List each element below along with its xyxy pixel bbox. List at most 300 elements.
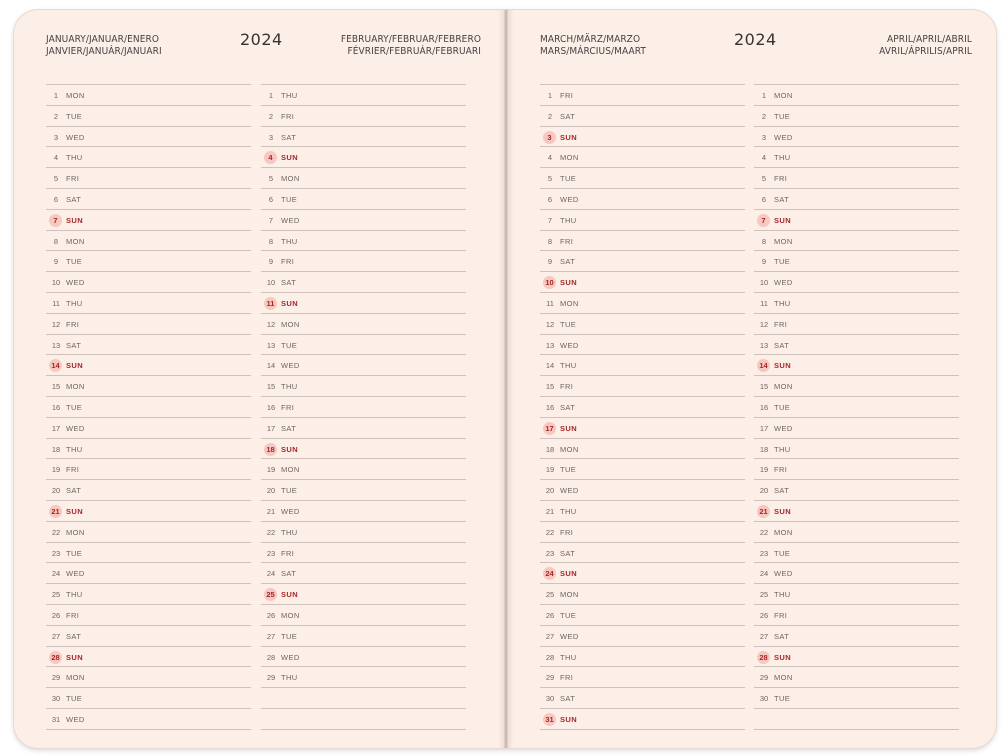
weekday-label: SUN: [281, 153, 299, 163]
day-row: [261, 335, 466, 356]
sunday-date-badge: 21: [757, 505, 770, 518]
day-number: 27: [759, 631, 769, 641]
weekday-label: FRI: [560, 236, 574, 246]
day-row: [540, 459, 745, 480]
day-row: [261, 231, 466, 252]
day-row: [540, 189, 745, 210]
day-row: [540, 376, 745, 397]
day-row: [754, 667, 959, 688]
weekday-label: SAT: [281, 569, 297, 579]
day-number: 5: [547, 174, 553, 184]
weekday-label: WED: [560, 631, 579, 641]
day-row: [540, 709, 745, 730]
weekday-label: THU: [774, 590, 791, 600]
day-row: [261, 85, 466, 106]
day-number: 16: [266, 402, 276, 412]
weekday-label: SUN: [66, 506, 84, 516]
weekday-label: FRI: [560, 382, 574, 392]
day-number: 15: [266, 382, 276, 392]
weekday-label: WED: [281, 215, 300, 225]
weekday-label: SUN: [774, 652, 792, 662]
day-row: [261, 522, 466, 543]
weekday-label: FRI: [281, 111, 295, 121]
day-row: [540, 272, 745, 293]
weekday-label: WED: [281, 506, 300, 516]
day-row: [540, 480, 745, 501]
weekday-label: MON: [774, 527, 793, 537]
day-row: [754, 459, 959, 480]
day-number: 15: [759, 382, 769, 392]
day-number: 2: [761, 111, 767, 121]
weekday-label: SAT: [66, 194, 82, 204]
february-title-line2: FÉVRIER/FEBRUÁR/FEBRUARI: [347, 46, 481, 57]
day-row: [261, 667, 466, 688]
weekday-label: THU: [281, 382, 298, 392]
day-row: [46, 397, 251, 418]
day-number: 19: [266, 465, 276, 475]
day-number: 6: [761, 194, 767, 204]
sunday-date-badge: 10: [543, 276, 556, 289]
weekday-label: SUN: [560, 714, 578, 724]
weekday-label: WED: [66, 278, 85, 288]
day-number: 20: [266, 486, 276, 496]
weekday-label: THU: [66, 590, 83, 600]
day-number: 16: [759, 402, 769, 412]
day-number: 27: [266, 631, 276, 641]
day-row: [754, 376, 959, 397]
weekday-label: WED: [66, 569, 85, 579]
day-row: [46, 480, 251, 501]
weekday-label: WED: [560, 486, 579, 496]
day-row: [540, 314, 745, 335]
day-number: 1: [53, 91, 59, 100]
sunday-date-badge: 7: [757, 214, 770, 227]
weekday-label: SUN: [66, 361, 84, 371]
day-number: 3: [53, 132, 59, 142]
weekday-label: FRI: [560, 91, 574, 100]
day-row: [540, 231, 745, 252]
empty-row: [754, 709, 959, 730]
weekday-label: FRI: [66, 319, 80, 329]
weekday-label: SUN: [560, 278, 578, 288]
day-row: [261, 626, 466, 647]
day-row: [46, 272, 251, 293]
day-number: 22: [51, 527, 61, 537]
empty-row: [261, 709, 466, 730]
weekday-label: MON: [66, 527, 85, 537]
day-number: 25: [51, 590, 61, 600]
day-number: 11: [760, 298, 768, 308]
day-row: [261, 439, 466, 460]
weekday-label: SUN: [281, 298, 299, 308]
day-row: [754, 106, 959, 127]
sunday-date-badge: 14: [757, 359, 770, 372]
day-number: 2: [547, 111, 553, 121]
weekday-label: SUN: [774, 506, 792, 516]
weekday-label: TUE: [560, 465, 577, 475]
weekday-label: TUE: [66, 694, 83, 704]
day-row: [540, 335, 745, 356]
day-row: [754, 688, 959, 709]
weekday-label: MON: [281, 174, 300, 184]
weekday-label: FRI: [774, 319, 788, 329]
day-number: 17: [266, 423, 276, 433]
weekday-label: FRI: [774, 610, 788, 620]
weekday-label: TUE: [774, 694, 791, 704]
weekday-label: TUE: [774, 257, 791, 267]
weekday-label: MON: [774, 382, 793, 392]
weekday-label: MON: [774, 91, 793, 100]
day-row: [754, 335, 959, 356]
day-number: 9: [547, 257, 553, 267]
april-day-list: [754, 85, 959, 730]
day-row: [540, 543, 745, 564]
day-number: 6: [53, 194, 59, 204]
weekday-label: MON: [560, 298, 579, 308]
day-row: [261, 314, 466, 335]
weekday-label: SUN: [774, 361, 792, 371]
april-title: [879, 34, 972, 58]
day-number: 13: [545, 340, 555, 350]
year-label-left: 2024: [240, 30, 283, 49]
day-number: 15: [51, 382, 61, 392]
day-row: [540, 667, 745, 688]
day-row: [46, 501, 251, 522]
day-number: 9: [761, 257, 767, 267]
day-row: [754, 189, 959, 210]
weekday-label: WED: [66, 714, 85, 724]
weekday-label: WED: [66, 132, 85, 142]
weekday-label: THU: [774, 153, 791, 163]
day-row: [261, 543, 466, 564]
day-number: 8: [547, 236, 553, 246]
day-number: 29: [266, 673, 276, 683]
weekday-label: MON: [774, 673, 793, 683]
day-row: [261, 355, 466, 376]
day-row: [261, 106, 466, 127]
day-number: 1: [761, 91, 767, 100]
day-number: 11: [546, 298, 554, 308]
weekday-label: THU: [281, 91, 298, 100]
day-row: [754, 647, 959, 668]
sunday-date-badge: 17: [543, 422, 556, 435]
march-day-list: [540, 85, 745, 730]
day-row: [46, 147, 251, 168]
day-row: [261, 418, 466, 439]
day-number: 6: [547, 194, 553, 204]
day-number: 4: [547, 153, 553, 163]
day-number: 17: [759, 423, 769, 433]
day-number: 22: [545, 527, 555, 537]
weekday-label: WED: [281, 361, 300, 371]
day-row: [754, 563, 959, 584]
march-title-line1: MARCH/MÄRZ/MARZO: [540, 34, 641, 45]
weekday-label: SAT: [560, 548, 576, 558]
day-row: [46, 563, 251, 584]
day-row: [540, 106, 745, 127]
weekday-label: THU: [281, 527, 298, 537]
day-row: [540, 563, 745, 584]
sunday-date-badge: 28: [757, 651, 770, 664]
day-row: [46, 418, 251, 439]
weekday-label: THU: [560, 215, 577, 225]
day-row: [754, 231, 959, 252]
year-label-right: 2024: [734, 30, 777, 49]
sunday-date-badge: 31: [543, 713, 556, 726]
sunday-date-badge: 21: [49, 505, 62, 518]
weekday-label: SUN: [66, 652, 84, 662]
day-number: 13: [266, 340, 276, 350]
day-row: [46, 355, 251, 376]
day-row: [754, 626, 959, 647]
day-row: [754, 480, 959, 501]
empty-row: [261, 688, 466, 709]
weekday-label: SAT: [66, 486, 82, 496]
january-title-line1: JANUARY/JANUAR/ENERO: [46, 34, 160, 45]
day-row: [46, 314, 251, 335]
day-number: 22: [266, 527, 276, 537]
day-row: [46, 376, 251, 397]
sunday-date-badge: 25: [264, 588, 277, 601]
day-row: [46, 647, 251, 668]
day-row: [754, 584, 959, 605]
weekday-label: THU: [66, 153, 83, 163]
weekday-label: TUE: [281, 340, 298, 350]
weekday-label: FRI: [774, 465, 788, 475]
day-row: [540, 584, 745, 605]
day-row: [754, 168, 959, 189]
weekday-label: THU: [774, 444, 791, 454]
sunday-date-badge: 18: [264, 443, 277, 456]
weekday-label: TUE: [281, 631, 298, 641]
day-number: 30: [759, 694, 769, 704]
day-row: [540, 501, 745, 522]
weekday-label: MON: [66, 91, 85, 100]
weekday-label: THU: [560, 506, 577, 516]
day-number: 24: [759, 569, 769, 579]
weekday-label: THU: [281, 236, 298, 246]
weekday-label: SAT: [774, 340, 790, 350]
weekday-label: THU: [281, 673, 298, 683]
day-number: 7: [547, 215, 553, 225]
weekday-label: TUE: [774, 111, 791, 121]
sunday-date-badge: 4: [264, 151, 277, 164]
weekday-label: TUE: [281, 486, 298, 496]
day-row: [261, 397, 466, 418]
day-number: 6: [268, 194, 274, 204]
weekday-label: FRI: [560, 527, 574, 537]
day-number: 15: [545, 382, 555, 392]
sunday-date-badge: 24: [543, 567, 556, 580]
day-row: [754, 210, 959, 231]
day-number: 19: [545, 465, 555, 475]
day-number: 3: [761, 132, 767, 142]
weekday-label: FRI: [774, 174, 788, 184]
weekday-label: THU: [560, 361, 577, 371]
weekday-label: SUN: [560, 423, 578, 433]
february-title: [341, 34, 481, 58]
weekday-label: WED: [774, 423, 793, 433]
day-row: [261, 480, 466, 501]
day-row: [540, 251, 745, 272]
day-row: [46, 439, 251, 460]
day-row: [261, 293, 466, 314]
february-title-line1: FEBRUARY/FEBRUAR/FEBRERO: [340, 34, 481, 45]
day-number: 24: [266, 569, 276, 579]
sunday-date-badge: 14: [49, 359, 62, 372]
day-row: [46, 106, 251, 127]
day-number: 12: [545, 319, 555, 329]
day-number: 22: [759, 527, 769, 537]
weekday-label: TUE: [66, 257, 83, 267]
weekday-label: SAT: [774, 486, 790, 496]
weekday-label: TUE: [560, 319, 577, 329]
day-row: [754, 272, 959, 293]
weekday-label: TUE: [66, 111, 83, 121]
day-row: [540, 168, 745, 189]
day-number: 13: [759, 340, 769, 350]
day-row: [540, 439, 745, 460]
day-row: [261, 251, 466, 272]
weekday-label: TUE: [560, 174, 577, 184]
day-row: [754, 85, 959, 106]
day-row: [261, 647, 466, 668]
day-number: 21: [266, 506, 276, 516]
sunday-date-badge: 3: [543, 131, 556, 144]
day-number: 21: [545, 506, 555, 516]
day-number: 29: [759, 673, 769, 683]
day-number: 30: [51, 694, 61, 704]
day-row: [261, 376, 466, 397]
day-row: [540, 397, 745, 418]
day-number: 10: [759, 278, 769, 288]
weekday-label: SAT: [281, 132, 297, 142]
day-number: 12: [266, 319, 276, 329]
sunday-date-badge: 28: [49, 651, 62, 664]
weekday-label: SAT: [774, 194, 790, 204]
weekday-label: TUE: [281, 194, 298, 204]
day-row: [261, 189, 466, 210]
day-number: 26: [545, 610, 555, 620]
day-number: 10: [51, 278, 61, 288]
weekday-label: SUN: [774, 215, 792, 225]
day-row: [261, 272, 466, 293]
day-number: 29: [51, 673, 61, 683]
weekday-label: MON: [281, 319, 300, 329]
weekday-label: SAT: [281, 278, 297, 288]
day-row: [46, 189, 251, 210]
day-row: [540, 127, 745, 148]
day-number: 25: [545, 590, 555, 600]
weekday-label: WED: [281, 652, 300, 662]
day-row: [754, 293, 959, 314]
day-number: 3: [268, 132, 274, 142]
weekday-label: WED: [560, 340, 579, 350]
day-row: [540, 626, 745, 647]
day-number: 28: [266, 652, 276, 662]
day-row: [540, 522, 745, 543]
day-number: 5: [53, 174, 59, 184]
day-row: [46, 293, 251, 314]
weekday-label: TUE: [774, 548, 791, 558]
day-row: [540, 688, 745, 709]
day-row: [540, 418, 745, 439]
day-number: 20: [545, 486, 555, 496]
day-row: [754, 439, 959, 460]
day-row: [261, 584, 466, 605]
weekday-label: MON: [66, 382, 85, 392]
day-row: [540, 647, 745, 668]
weekday-label: THU: [66, 298, 83, 308]
day-number: 19: [51, 465, 61, 475]
day-row: [754, 355, 959, 376]
weekday-label: SAT: [66, 631, 82, 641]
day-number: 23: [545, 548, 555, 558]
day-number: 29: [545, 673, 555, 683]
day-row: [46, 667, 251, 688]
weekday-label: FRI: [560, 673, 574, 683]
weekday-label: TUE: [66, 548, 83, 558]
day-row: [754, 127, 959, 148]
weekday-label: FRI: [281, 402, 295, 412]
day-row: [261, 147, 466, 168]
day-row: [46, 168, 251, 189]
day-number: 1: [547, 91, 553, 100]
day-row: [540, 85, 745, 106]
day-number: 1: [268, 91, 274, 100]
planner-spread: [14, 10, 996, 748]
day-row: [754, 501, 959, 522]
day-number: 19: [759, 465, 769, 475]
weekday-label: MON: [560, 590, 579, 600]
weekday-label: SAT: [66, 340, 82, 350]
day-number: 14: [545, 361, 555, 371]
day-number: 9: [268, 257, 274, 267]
day-row: [46, 231, 251, 252]
weekday-label: SUN: [281, 444, 299, 454]
day-row: [540, 147, 745, 168]
day-number: 11: [52, 298, 60, 308]
day-row: [46, 335, 251, 356]
right-page: [505, 10, 996, 748]
weekday-label: TUE: [560, 610, 577, 620]
weekday-label: WED: [774, 132, 793, 142]
april-title-line1: APRIL/APRIL/ABRIL: [887, 34, 972, 45]
day-number: 2: [53, 111, 59, 121]
day-row: [754, 147, 959, 168]
day-number: 26: [759, 610, 769, 620]
day-row: [540, 293, 745, 314]
day-row: [261, 459, 466, 480]
day-number: 25: [759, 590, 769, 600]
weekday-label: WED: [560, 194, 579, 204]
day-number: 23: [266, 548, 276, 558]
day-row: [46, 626, 251, 647]
weekday-label: FRI: [281, 257, 295, 267]
day-number: 18: [759, 444, 769, 454]
day-row: [261, 605, 466, 626]
weekday-label: FRI: [281, 548, 295, 558]
weekday-label: SAT: [281, 423, 297, 433]
weekday-label: MON: [560, 444, 579, 454]
day-number: 12: [759, 319, 769, 329]
weekday-label: SUN: [66, 215, 84, 225]
day-number: 27: [51, 631, 61, 641]
weekday-label: THU: [560, 652, 577, 662]
january-title: [46, 34, 162, 58]
weekday-label: MON: [281, 465, 300, 475]
day-row: [46, 688, 251, 709]
